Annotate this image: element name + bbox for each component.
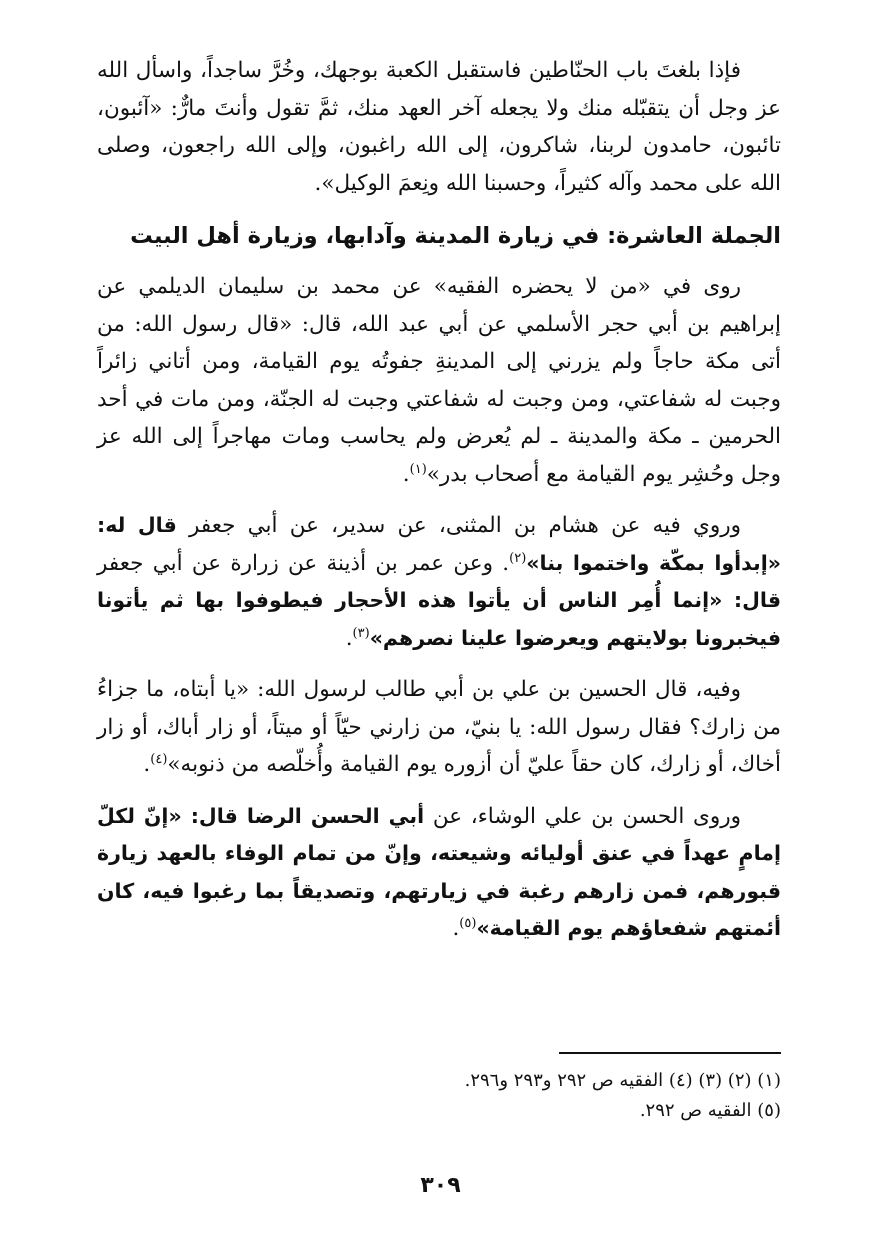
paragraph-hajj-farewell xyxy=(97,52,781,202)
footnote-ref: (٣) xyxy=(352,625,370,641)
paragraph-text: وفيه، قال الحسين بن علي بن أبي طالب لرسول الله: «يا أبتاه، ما جزاءُ من زارك؟ فقال رسول الله: يا بنيّ، من زارني حيّاً أو ميتاً، أو زار أباك، أو زار أخاك، أو زارك، كان حقاً عليّ أن أزوره يوم القيامة وأُخلّصه من ذنوبه» xyxy=(97,677,781,777)
footnote-ref: (٤) xyxy=(150,751,168,767)
paragraph-washsha: وروى الحسن بن علي الوشاء، عن أبي الحسن الرضا قال: «إنّ لكلّ إمامٍ عهداً في عنق أوليائه وشيعته، وإنّ من تمام الوفاء بالعهد زيارة قبورهم، فمن زارهم رغبة في زيارتهم، وتصديقاً بما رغبوا فيه، كان أئمتهم شفعاؤهم يوم القيامة»$^{(٥)}$. xyxy=(97,803,781,941)
footnote-ref: (١) xyxy=(409,461,427,477)
heading-text: الجملة العاشرة: في زيارة المدينة وآدابها، وزيارة أهل البيت xyxy=(130,223,781,249)
section-heading xyxy=(97,218,781,254)
paragraph-hussein: وفيه، قال الحسين بن علي بن أبي طالب لرسول الله: «يا أبتاه، ما جزاءُ من زارك؟ فقال رسول الله: يا بنيّ، من زارني حيّاً أو ميتاً، أو زار أباك، أو زار أخاك، أو زارك، كان حقاً عليّ أن أزوره يوم القيامة وأُخلّصه من ذنوبه»$^{(٤)}$. xyxy=(97,677,781,777)
footnote-line: (٥) الفقيه ص ٢٩٢. xyxy=(639,1100,781,1121)
quote-text: قال: «إنما أُمِر الناس أن يأتوا هذه الأحجار فيطوفوا بها ثم يأتونا فيخبرونا بولايتهم ويعرضوا علينا نصرهم» xyxy=(97,588,781,650)
quote-text: قال له: «إبدأوا بمكّة واختموا بنا» xyxy=(97,513,781,575)
footnotes xyxy=(97,1066,781,1126)
paragraph-text: فإذا بلغتَ باب الحنّاطين فاستقبل الكعبة بوجهك، وخُرَّ ساجداً، واسأل الله عز وجل أن يتقبّله منك ولا يجعله آخر العهد منك، ثمَّ تقول وأنتَ مارٌّ: «آئبون، تائبون، حامدون لربنا، شاكرون، إلى الله راغبون، وإلى الله راجعون، وصلى الله على محمد وآله كثيراً، وحسبنا الله ونِعمَ الوكيل». xyxy=(97,58,781,196)
paragraph-text: روى في «من لا يحضره الفقيه» عن محمد بن سليمان الديلمي عن إبراهيم بن أبي حجر الأسلمي عن أبي عبد الله، قال: «قال رسول الله: من أتى مكة حاجاً ولم يزرني إلى المدينةِ جفوتُه يوم القيامة، ومن أتاني زائراً وجبت له شفاعتي، ومن وجبت له شفاعتي وجبت له الجنّة، ومن مات في أحد الحرمين ـ مكة والمدينة ـ لم يُعرض ولم يحاسب ومات مهاجراً إلى الله عز وجل وحُشِر يوم القيامة مع أصحاب بدر» xyxy=(97,274,781,487)
footnote-ref: (٢) xyxy=(509,550,527,566)
paragraph-text: وروي فيه عن هشام بن المثنى، عن سدير، عن أبي جعفر xyxy=(189,513,741,538)
paragraph-text: . وعن عمر بن أذينة عن زرارة عن أبي جعفر xyxy=(97,550,510,576)
footnote-separator xyxy=(559,1052,781,1054)
paragraph-abu-jafar: وروي فيه عن هشام بن المثنى، عن سدير، عن أبي جعفر قال له: «إبدأوا بمكّة واختموا بنا»$^{(٢)}$. وعن عمر بن أذينة عن زرارة عن أبي جعفر قال: «إنما أُمِر الناس أن يأتوا هذه الأحجار فيطوفوا بها ثم يأتونا فيخبرونا بولايتهم ويعرضوا علينا نصرهم»$^{(٣)}$. xyxy=(97,513,781,651)
page-number: ٣٠٩ xyxy=(420,1173,461,1198)
footnote-ref: (٥) xyxy=(459,915,477,931)
footnote-line: (١) (٢) (٣) (٤) الفقيه ص ٢٩٢ و٢٩٣ و٢٩٦. xyxy=(464,1070,781,1091)
quote-text: أبي الحسن الرضا قال: «إنّ لكلّ إمامٍ عهداً في عنق أوليائه وشيعته، وإنّ من تمام الوفاء بالعهد زيارة قبورهم، فمن زارهم رغبة في زيارتهم، وتصديقاً بما رغبوا فيه، كان أئمتهم شفعاؤهم يوم القيامة» xyxy=(97,803,781,940)
paragraph-text: وروى الحسن بن علي الوشاء، عن xyxy=(432,803,741,829)
paragraph-faqih-narration: روى في «من لا يحضره الفقيه» عن محمد بن سليمان الديلمي عن إبراهيم بن أبي حجر الأسلمي عن أبي عبد الله، قال: «قال رسول الله: من أتى مكة حاجاً ولم يزرني إلى المدينةِ جفوتُه يوم القيامة، ومن أتاني زائراً وجبت له شفاعتي، ومن وجبت له شفاعتي وجبت له الجنّة، ومن مات في أحد الحرمين ـ مكة والمدينة ـ لم يُعرض ولم يحاسب ومات مهاجراً إلى الله عز وجل وحُشِر يوم القيامة مع أصحاب بدر»$^{(١)}$. xyxy=(97,274,781,487)
